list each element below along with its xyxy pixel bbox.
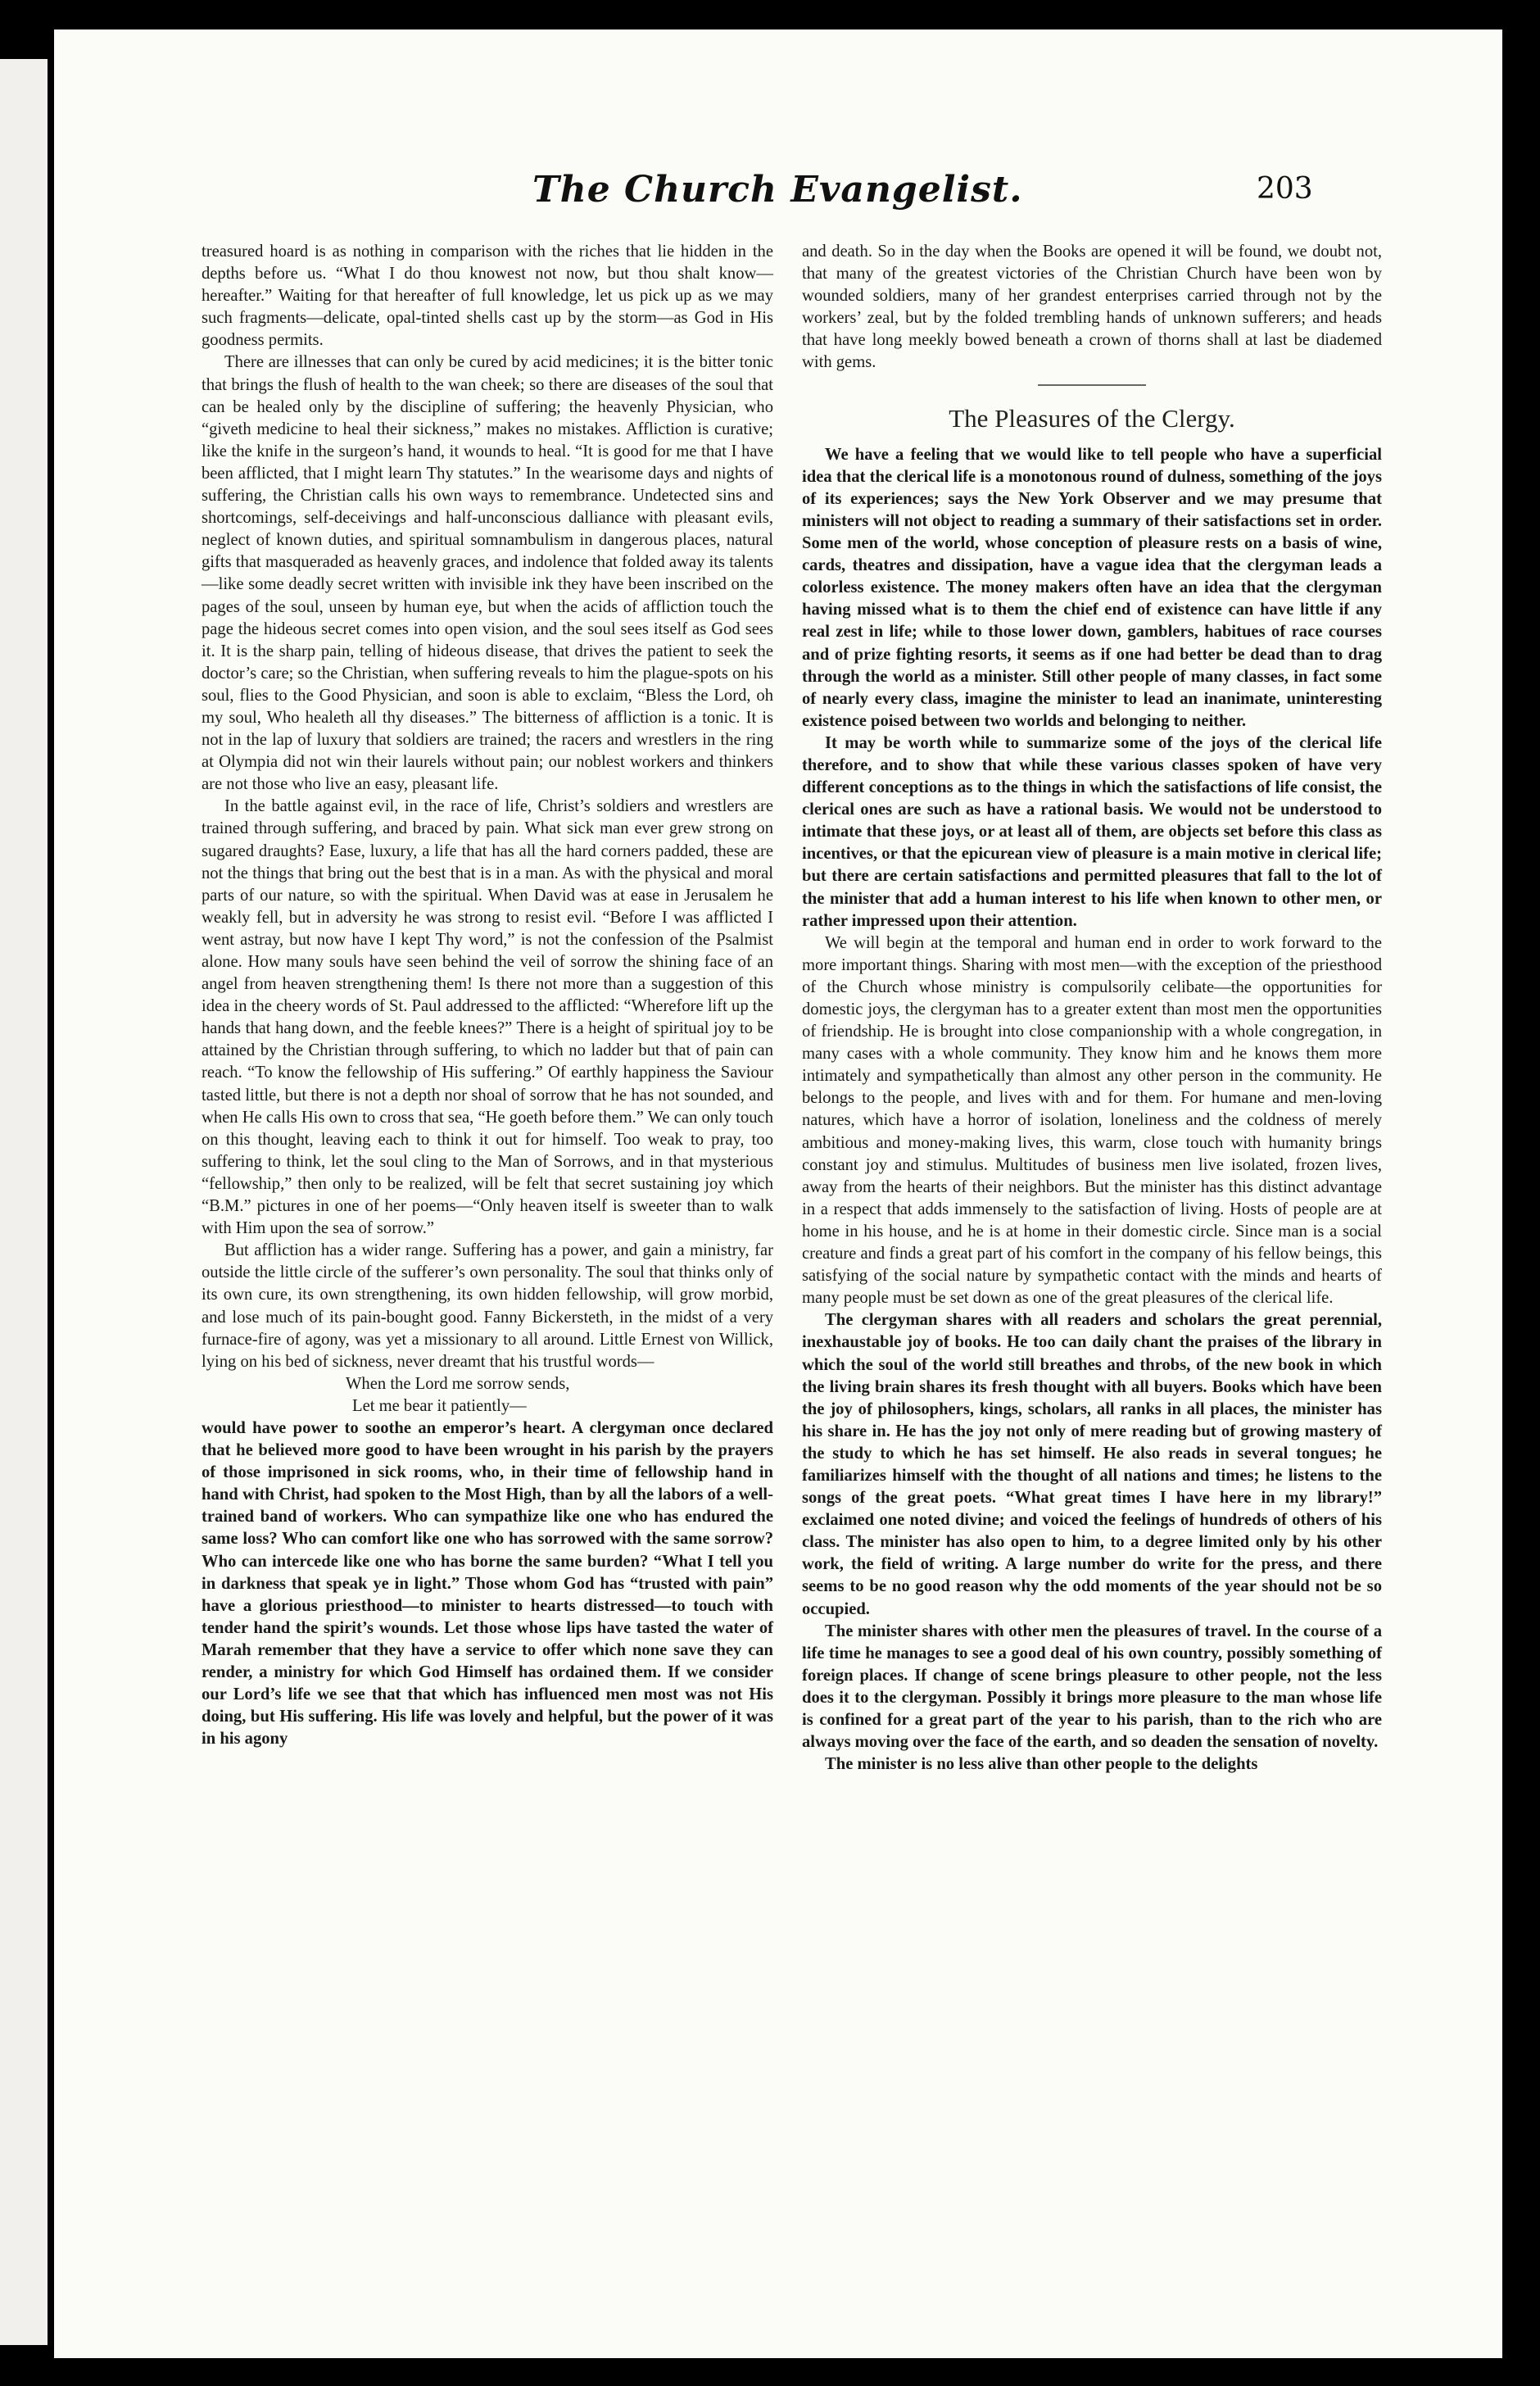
- left-paragraph-1: treasured hoard is as nothing in comparison with the riches that lie hidden in the depths before us. “What I do thou knowest not now, but thou shalt know—hereafter.” Waiting for that hereafter of full knowledge, let us pick up as we may such fragments—delicate, opal-tinted shells cast up by the storm—as God in His goodness permits.: [202, 243, 773, 350]
- verse-quote: [202, 1373, 773, 1418]
- left-paragraph-after-verse: would have power to soothe an emperor’s heart. A clergyman once declared that he believed more good to have been wrought in his parish by the prayers of those imprisoned in sick rooms, who, in their time of fellowship hand in hand with Christ, had spoken to the Most High, than by all the labors of a well-trained band of workers. Who can sympathize like one who has endured the same loss? Who can comfort like one who has sorrowed with the same sorrow? Who can intercede like one who has borne the same burden? “What I tell you in darkness that speak ye in light.” Those whom God has “trusted with pain” have a glorious priesthood—to minister to hearts distressed—to touch with tender hand the spirit’s wounds. Let those whose lips have tasted the water of Marah remember that they have a service to offer which none save they can render, a ministry for which God Himself has ordained them. If we consider our Lord’s life we see that that which has influenced men most was not His doing, but His suffering. His life was lovely and helpful, but the power of it was in his agony: [202, 1418, 773, 1749]
- right-paragraph-2: It may be worth while to summarize some of the joys of the clerical life therefore, and to show that while these various classes spoken of have very different conceptions as to the things in which the satisfactions of life consist, the clerical ones are such as have a rational basis. We would not be understood to intimate that these joys, or at least all of them, are objects set before this class as incentives, or that the epicurean view of pleasure is a main motive in clerical life; but there are certain satisfactions and permitted pleasures that fall to the lot of the minister that add a human interest to his life when known to other men, or rather impressed upon their attention.: [802, 733, 1382, 930]
- page-number: 203: [1257, 172, 1313, 206]
- adjacent-page-edge: [0, 59, 48, 2345]
- running-title: The Church Evangelist.: [532, 169, 1023, 211]
- verse-line-2: Let me bear it patiently—: [352, 1396, 527, 1415]
- left-paragraph-2: There are illnesses that can only be cured by acid medicines; it is the bitter tonic that brings the flush of health to the wan cheek; so there are diseases of the soul that can be healed only by the discipline of suffering; the heavenly Physician, who “giveth medicine to heal their sickness,” makes no mistakes. Affliction is curative; like the knife in the surgeon’s hand, it wounds to heal. “It is good for me that I have been afflicted, that I might learn Thy statutes.” In the wearisome days and nights of suffering, the Christian calls his own ways to remembrance. Undetected sins and shortcomings, self-deceivings and half-unconscious dalliance with pleasant evils, neglect of known duties, and spiritual somnambulism in dangerous places, natural gifts that masqueraded as heavenly graces, and indolence that folded away its talents—like some deadly secret written with invisible ink they have been inscribed on the pages of the soul, unseen by human eye, but when the acids of affliction touch the page the hideous secret comes into open vision, and the soul sees itself as God sees it. It is the sharp pain, telling of hideous disease, that drives the patient to seek the doctor’s care; so the Christian, when suffering reveals to him the plague-spots on his soul, flies to the Good Physician, and soon is able to exclaim, “Bless the Lord, oh my soul, Who healeth all thy diseases.” The bitterness of affliction is a tonic. It is not in the lap of luxury that soldiers are trained; the racers and wrestlers in the ring at Olympia did not win their laurels without pain; our noblest workers and thinkers are not those who live an easy, pleasant life.: [202, 353, 773, 794]
- left-column: [202, 241, 773, 1750]
- right-column: [802, 241, 1382, 1776]
- document-page: [54, 29, 1502, 2358]
- page-header: [54, 169, 1502, 218]
- right-lead-paragraph: and death. So in the day when the Books are opened it will be found, we doubt not, that many of the greatest victories of the Christian Church have been won by wounded soldiers, many of her grandest enterprises carried through not by the workers’ zeal, but by the folded trembling hands of unknown sufferers; and heads that have long meekly bowed beneath a crown of thorns shall at last be diademed with gems.: [802, 243, 1382, 372]
- right-paragraph-5: The minister shares with other men the pleasures of travel. In the course of a life time he manages to see a good deal of his own country, possibly something of foreign places. If change of scene brings pleasure to other people, not the less does it to the clergyman. Possibly it brings more pleasure to the man whose life is confined for a great part of the year to his parish, than to the rich who are always moving over the face of the earth, and so deaden the sensation of novelty.: [802, 1622, 1382, 1752]
- left-paragraph-3: In the battle against evil, in the race of life, Christ’s soldiers and wrestlers are trained through suffering, and braced by pain. What sick man ever grew strong on sugared draughts? Ease, luxury, a life that has all the hard corners padded, these are not the things that bring out the best that is in a man. As with the physical and moral parts of our nature, so with the spiritual. When David was at ease in Jerusalem he weakly fell, but in adversity he was strong to resist evil. “Before I was afflicted I went astray, but now have I kept Thy word,” is not the confession of the Psalmist alone. How many souls have seen behind the veil of sorrow the shining face of an angel from heaven strengthening them! Is there not more than a suggestion of this idea in the cheery words of St. Paul addressed to the afflicted: “Wherefore lift up the hands that hang down, and the feeble knees?” There is a height of spiritual joy to be attained by the Christian through suffering, to which no ladder but that of pain can reach. “To know the fellowship of His suffering.” Of earthly happiness the Saviour tasted little, but there is not a depth nor shoal of sorrow that he has not sounded, and when He calls His own to cross that sea, “He goeth before them.” We can only touch on this thought, leaving each to think it out for himself. Too weak to pray, too suffering to think, let the soul cling to the Man of Sorrows, and in that mysterious “fellowship,” then only to be realized, will be felt that secret sustaining joy which “B.M.” pictures in one of her poems—“Only heaven itself is sweeter than to walk with Him upon the sea of sorrow.”: [202, 797, 773, 1238]
- right-paragraph-1: We have a feeling that we would like to tell people who have a superficial idea that the clerical life is a monotonous round of dulness, something of the joys of its experiences; says the New York Observer and we may presume that ministers will not object to reading a summary of their satisfactions set in order. Some men of the world, whose conception of pleasure rests on a basis of wine, cards, theatres and dissipation, have a vague idea that the clergyman leads a colorless existence. The money makers often have an idea that the clergyman having missed what is to them the chief end of existence can have little if any real zest in life; while to those lower down, gamblers, habitues of race courses and of prize fighting resorts, it seems as if one had better be dead than to drag through the world as a minister. Still other people of many classes, in fact some of nearly every class, imagine the minister to lead an inanimate, uninteresting existence poised between two worlds and belonging to neither.: [802, 445, 1382, 730]
- verse-line-1: When the Lord me sorrow sends,: [346, 1374, 570, 1393]
- right-paragraph-4: The clergyman shares with all readers and scholars the great perennial, inexhaustable joy of books. He too can daily chant the praises of the library in which the soul of the world still breathes and throbs, of the new book in which the living brain shares its fresh thought with all buyers. Books which have been the joy of philosophers, kings, scholars, all ranks in all places, the minister has his share in. He has the joy not only of mere reading but of growing mastery of the study to which he has set himself. He also reads in several tongues; he familiarizes himself with the thought of all nations and times; he listens to the songs of the great poets. “What great times I have here in my library!” exclaimed one noted divine; and voiced the feelings of hundreds of others of his class. The minister has also open to him, to a degree limited only by his other work, the field of writing. A large number do write for the press, and there seems to be no good reason why the odd moments of the year should not be so occupied.: [802, 1311, 1382, 1618]
- left-paragraph-4: But affliction has a wider range. Suffering has a power, and gain a ministry, far outside the little circle of the sufferer’s own personality. The soul that thinks only of its own cure, its own strengthening, its own hidden fellowship, will grow morbid, and lose much of its pain-bought good. Fanny Bickersteth, in the midst of a very furnace-fire of agony, was yet a missionary to all around. Little Ernest von Willick, lying on his bed of sickness, never dreamt that his trustful words—: [202, 1241, 773, 1371]
- right-paragraph-6: The minister is no less alive than other people to the delights: [825, 1755, 1258, 1774]
- section-divider: [1038, 384, 1146, 386]
- article-title: The Pleasures of the Clergy.: [949, 403, 1235, 433]
- right-paragraph-3: We will begin at the temporal and human end in order to work forward to the more important things. Sharing with most men—with the exception of the priesthood of the Church whose ministry is compulsorily celibate—the opportunities for domestic joys, the clergyman has to a greater extent than most men the opportunities of friendship. He is brought into close companionship with a whole congregation, in many cases with a whole community. They know him and he knows them more intimately and sympathetically than almost any other person in the community. He belongs to the people, and lives with and for them. For humane and men-loving natures, which have a horror of isolation, loneliness and the coldness of merely ambitious and money-making lives, this warm, close touch with humanity brings constant joy and stimulus. Multitudes of business men live isolated, frozen lives, away from the hearts of their neighbors. But the minister has this distinct advantage in a respect that adds immensely to the satisfaction of living. Hosts of people are at home in his house, and he is at home in their domestic circle. Since man is a social creature and finds a great part of his comfort in the company of his fellow beings, this satisfying of the social nature by sympathetic contact with the minds and hearts of many people must be set down as one of the great pleasures of the clerical life.: [802, 933, 1382, 1308]
